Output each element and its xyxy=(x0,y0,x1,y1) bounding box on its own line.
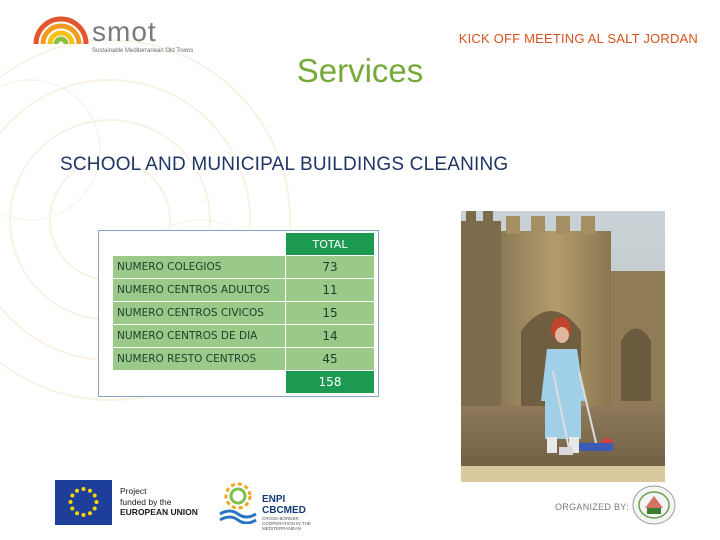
row-value: 14 xyxy=(286,325,375,348)
event-title: KICK OFF MEETING AL SALT JORDAN xyxy=(458,31,698,46)
total-value: 158 xyxy=(286,371,375,394)
row-value: 15 xyxy=(286,302,375,325)
eu-funding-label: Project funded by the EUROPEAN UNION xyxy=(120,486,198,517)
table-header-row xyxy=(113,233,375,256)
table-total-row xyxy=(113,371,375,394)
slide-title: Services xyxy=(296,52,424,89)
table-row xyxy=(113,279,375,302)
slide-subtitle: SCHOOL AND MUNICIPAL BUILDINGS CLEANING xyxy=(60,154,509,175)
row-value: 11 xyxy=(286,279,375,302)
table-row xyxy=(113,325,375,348)
row-value: 73 xyxy=(286,256,375,279)
logo-wordmark: smot xyxy=(92,16,157,47)
table-row xyxy=(113,256,375,279)
table-row xyxy=(113,302,375,325)
smot-rainbow-icon xyxy=(32,12,90,46)
enpi-caption: CROSS-BORDER COOPERATION IN THE MEDITERRANEAN xyxy=(262,516,311,531)
organizer-seal-icon xyxy=(631,484,677,526)
logo-tagline: Sustainable Mediterranean Old Towns xyxy=(92,48,194,54)
enpi-label: ENPI CBCMED xyxy=(262,494,306,516)
table-row xyxy=(113,348,375,371)
row-label: NUMERO RESTO CENTROS xyxy=(113,348,286,371)
row-label: NUMERO COLEGIOS xyxy=(113,256,286,279)
row-value: 45 xyxy=(286,348,375,371)
row-label: NUMERO CENTROS CIVICOS xyxy=(113,302,286,325)
smot-logo xyxy=(32,12,194,54)
enpi-sun-icon xyxy=(218,480,258,524)
row-label: NUMERO CENTROS DE DIA xyxy=(113,325,286,348)
buildings-table xyxy=(112,232,375,394)
column-header-total: TOTAL xyxy=(286,233,375,256)
organized-by-label: ORGANIZED BY: xyxy=(555,502,629,512)
cleaning-worker-photo xyxy=(461,211,665,482)
eu-flag-icon xyxy=(55,480,112,525)
row-label: NUMERO CENTROS ADULTOS xyxy=(113,279,286,302)
